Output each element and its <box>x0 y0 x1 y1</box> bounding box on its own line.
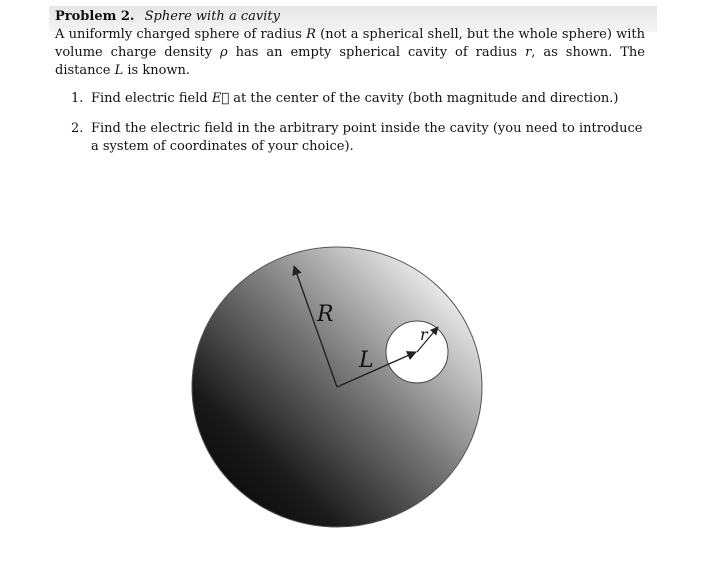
symbol-L: L <box>114 63 124 78</box>
problem-intro <box>55 26 645 80</box>
task-text: Find the electric field in the arbitrary point inside the cavity (you need to introduce a system of coordinates of your choice). <box>91 121 643 154</box>
sphere-diagram <box>190 245 490 530</box>
problem-label: Problem 2. <box>55 9 135 24</box>
symbol-rho: ρ <box>220 45 228 60</box>
task-text: Find electric field <box>91 91 212 106</box>
problem-subtitle: Sphere with a cavity <box>144 9 280 24</box>
task-number: 1. <box>71 91 84 106</box>
task-number: 2. <box>71 121 84 136</box>
symbol-r: r <box>525 45 532 60</box>
sphere-figure <box>190 245 490 530</box>
intro-text-2: (not a spherical shell, but the whole sphere) with volume charge density <box>55 27 645 60</box>
symbol-R: R <box>306 27 316 42</box>
problem-text <box>55 8 645 168</box>
task-item-1 <box>55 90 645 108</box>
label-L: L <box>359 348 374 373</box>
task-text: at the center of the cavity (both magnitude and direction.) <box>229 91 619 106</box>
symbol-E-vector: E⃗ <box>211 91 230 106</box>
intro-text-3: has an empty spherical cavity of radius <box>227 45 526 60</box>
problem-title <box>55 8 645 26</box>
intro-text-5: is known. <box>123 63 191 78</box>
task-list <box>55 90 645 156</box>
label-R: R <box>317 302 334 327</box>
task-item-2 <box>55 120 645 156</box>
label-r: r <box>420 325 428 344</box>
intro-text-4: , as shown. The distance <box>55 45 645 78</box>
intro-text-1: A uniformly charged sphere of radius <box>55 27 307 42</box>
